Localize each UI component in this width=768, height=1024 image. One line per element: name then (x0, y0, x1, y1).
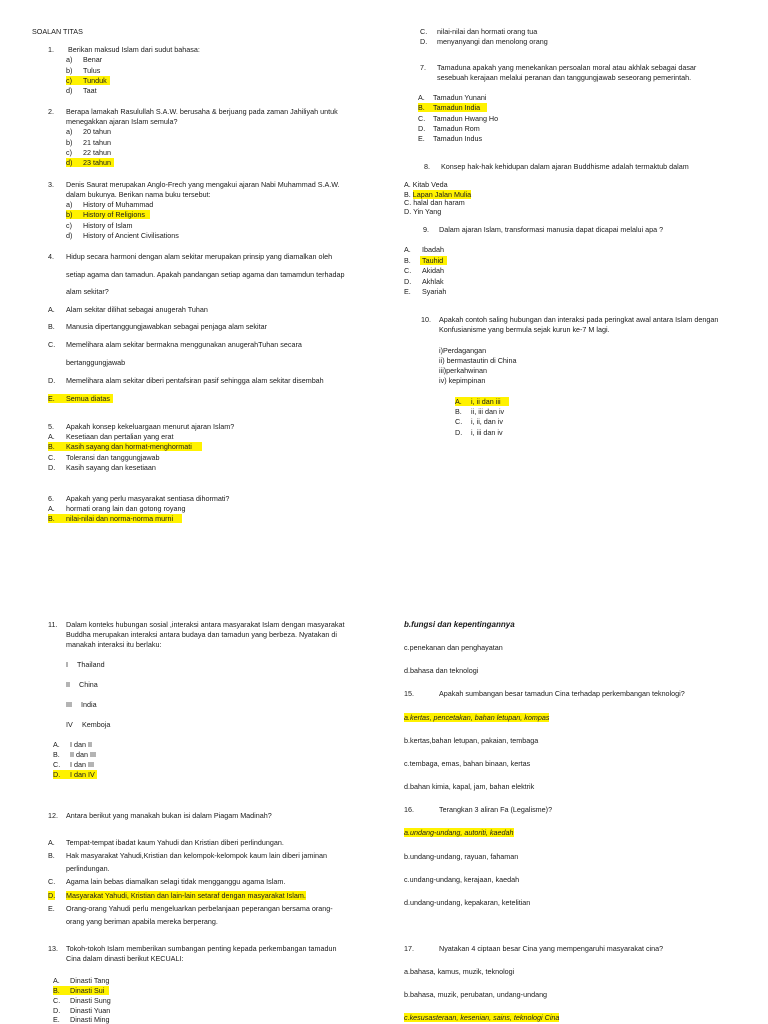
q15-opt-c: c.tembaga, emas, bahan binaan, kertas (404, 759, 531, 768)
q16-opt-d: d.undang-undang, kepakaran, ketelitian (404, 898, 531, 907)
q7-opt-d: Tamadun Rom (433, 124, 480, 133)
q11-opt-a-key: A. (53, 740, 60, 749)
q17-number: 17. (404, 944, 414, 953)
page-title: SOALAN TITAS (32, 27, 83, 36)
q16-opt-b: b.undang-undang, rayuan, fahaman (404, 852, 519, 861)
q4-opt-b-key: B. (48, 322, 55, 331)
q12-opt-c-key: C. (48, 877, 56, 886)
q4-line2: setiap agama dan tamadun. Apakah pandangan setiap agama dan tamamdun terhadap (66, 270, 345, 279)
q11-item-4-key: IV (66, 720, 73, 729)
q5-opt-a: Kesetiaan dan pertalian yang erat (66, 432, 174, 441)
q10-number: 10. (421, 315, 431, 324)
q16-number: 16. (404, 805, 414, 814)
q1-opt-c-answer: c) Tunduk (66, 76, 110, 85)
q7-opt-d-key: D. (418, 124, 426, 133)
q8-opt-d: D. Yin Yang (404, 207, 442, 216)
q5-opt-d-key: D. (48, 463, 56, 472)
q3-number: 3. (48, 180, 54, 189)
q9-opt-b-key: B. (404, 256, 411, 265)
q6-number: 6. (48, 494, 54, 503)
q15-opt-a-answer: a.kertas, pencetakan, bahan letupan, kompas (404, 713, 550, 722)
q17-opt-b: b.bahasa, muzik, perubatan, undang-undang (404, 990, 548, 999)
q6-opt-b-answer: B. nilai-nilai dan norma-norma murni (48, 514, 182, 523)
q2-opt-b-key: b) (66, 138, 73, 147)
q12-opt-d-key: D. (48, 891, 56, 900)
q7-opt-b-answer: B. Tamadun India (418, 103, 487, 112)
q12-opt-c: Agama lain bebas diamalkan selagi tidak mengganggu agama Islam. (66, 877, 286, 886)
q1-opt-a: Benar (83, 55, 103, 64)
q12-opt-b: Hak masyarakat Yahudi,Kristian dan kelompok-kelompok kaum lain diberi jaminan (66, 851, 328, 860)
q11-item-4: Kemboja (82, 720, 111, 729)
q11-item-2-key: II (66, 680, 70, 689)
q17-text: Nyatakan 4 ciptaan besar Cina yang mempengaruhi masyarakat cina? (439, 944, 664, 953)
q11-opt-b-key: B. (53, 750, 60, 759)
q3-opt-b-answer: b) History of Religions (66, 210, 150, 219)
q5-opt-a-key: A. (48, 432, 55, 441)
q13-opt-c: Dinasti Sung (70, 996, 111, 1005)
q4-opt-b: Manusia dipertanggungjawabkan sebagai penjaga alam sekitar (66, 322, 267, 331)
q8-number: 8. (424, 162, 430, 171)
q13-line1: Tokoh-tokoh Islam memberikan sumbangan penting kepada perkembangan tamadun (66, 944, 337, 953)
q9-opt-a: Ibadah (422, 245, 444, 254)
q3-opt-c-key: c) (66, 221, 72, 230)
q1-opt-a-key: a) (66, 55, 73, 64)
q7-opt-c-key: C. (418, 114, 426, 123)
q11-item-1-key: I (66, 660, 68, 669)
q7-opt-e: Tamadun Indus (433, 134, 483, 143)
q9-opt-c-key: C. (404, 266, 412, 275)
q12-opt-b-key: B. (48, 851, 55, 860)
q13-opt-a: Dinasti Tang (70, 976, 110, 985)
q12-opt-a-key: A. (48, 838, 55, 847)
q11-opt-c: I dan III (70, 760, 94, 769)
q4-opt-c: Memelihara alam sekitar bermakna menggunakan anugerahTuhan secara (66, 340, 302, 349)
q2-opt-a-key: a) (66, 127, 73, 136)
q6-text: Apakah yang perlu masyarakat sentiasa dihormati? (66, 494, 230, 503)
q12-opt-e-key: E. (48, 904, 55, 913)
q11-item-1: Thailand (77, 660, 105, 669)
q10-item-2: ii) bermastautin di China (439, 356, 517, 365)
q1-opt-d-key: d) (66, 86, 73, 95)
q7-opt-a-key: A. (418, 93, 425, 102)
q10-item-1: i)Perdagangan (439, 346, 487, 355)
q13-number: 13. (48, 944, 58, 953)
q1-text: Berikan maksud Islam dari sudut bahasa: (68, 45, 200, 54)
q10-opt-c-key: C. (455, 417, 463, 426)
q5-text: Apakah konsep kekeluargaan menurut ajaran Islam? (66, 422, 235, 431)
q11-number: 11. (48, 620, 58, 629)
q9-text: Dalam ajaran Islam, transformasi manusia dapat dicapai melalui apa ? (439, 225, 664, 234)
q10-item-3: iii)perkahwinan (439, 366, 487, 375)
q2-line1: Berapa lamakah Rasulullah S.A.W. berusaha & berjuang pada zaman Jahiliyah untuk (66, 107, 338, 116)
q4-opt-a: Alam sekitar dilihat sebagai anugerah Tuhan (66, 305, 208, 314)
q7-opt-a: Tamadun Yunani (433, 93, 487, 102)
q10-opt-b: ii, iii dan iv (471, 407, 505, 416)
q4-line3: alam sekitar? (66, 287, 109, 296)
q4-opt-d: Memelihara alam sekitar diberi pentafsiran pasif sehingga alam sekitar disembah (66, 376, 324, 385)
q12-opt-e: Orang-orang Yahudi perlu mengeluarkan perbelanjaan peperangan bersama orang- (66, 904, 333, 913)
q9-opt-d: Akhlak (422, 277, 444, 286)
q10-line1: Apakah contoh saling hubungan dan interaksi pada peringkat awal antara Islam dengan (439, 315, 719, 324)
q7-number: 7. (420, 63, 426, 72)
q9-opt-b-answer: Tauhid (420, 256, 447, 265)
q9-number: 9. (423, 225, 429, 234)
q4-line1: Hidup secara harmoni dengan alam sekitar merupakan prinsip yang diamalkan oleh (66, 252, 333, 261)
q5-opt-d: Kasih sayang dan kesetiaan (66, 463, 156, 472)
q11-opt-b: II dan III (70, 750, 96, 759)
q13-opt-b-answer: B. Dinasti Sui (53, 986, 109, 995)
q17-opt-c-answer: c.kesusasteraan, kesenian, sains, teknologi Cina (404, 1013, 560, 1022)
q8-opt-a: A. Kitab Veda (404, 180, 448, 189)
q15-opt-b: b.kertas,bahan letupan, pakaian, tembaga (404, 736, 539, 745)
q4-opt-c-key: C. (48, 340, 56, 349)
q11-item-3: India (81, 700, 97, 709)
q3-opt-a-key: a) (66, 200, 73, 209)
q14-opt-b: b.fungsi dan kepentingannya (404, 620, 515, 629)
q5-opt-c: Toleransi dan tanggungjawab (66, 453, 160, 462)
q17-opt-a: a.bahasa, kamus, muzik, teknologi (404, 967, 515, 976)
q13-opt-e: Dinasti Ming (70, 1015, 110, 1024)
q11-opt-c-key: C. (53, 760, 61, 769)
q9-opt-d-key: D. (404, 277, 412, 286)
q12-opt-a: Tempat-tempat ibadat kaum Yahudi dan Kristian diberi perlindungan. (66, 838, 284, 847)
q3-opt-d-key: d) (66, 231, 73, 240)
q2-number: 2. (48, 107, 54, 116)
q11-item-2: China (79, 680, 98, 689)
q10-line2: Konfusianisme yang bermula sejak kurun ke-7 M lagi. (439, 325, 610, 334)
q16-opt-c: c.undang-undang, kerajaan, kaedah (404, 875, 520, 884)
q13-line2: Cina dalam dinasti berikut KECUALI: (66, 954, 184, 963)
q4-opt-d-key: D. (48, 376, 56, 385)
q8-opt-b-answer: B. Lapan Jalan Mulia (404, 190, 472, 199)
q2-opt-c: 22 tahun (83, 148, 111, 157)
q12-opt-d-answer: Masyarakat Yahudi, Kristian dan lain-lain setaraf dengan masyarakat Islam. (66, 891, 306, 900)
q3-opt-a: History of Muhammad (83, 200, 154, 209)
q6-opt-c: nilai-nilai dan hormati orang tua (437, 27, 538, 36)
q9-opt-e-key: E. (404, 287, 411, 296)
q9-opt-c: Akidah (422, 266, 444, 275)
q1-opt-b: Tulus (83, 66, 101, 75)
q6-opt-a-key: A. (48, 504, 55, 513)
q15-text: Apakah sumbangan besar tamadun Cina terhadap perkembangan teknologi? (439, 689, 685, 698)
q3-line1: Denis Saurat merupakan Anglo-Frech yang mengakui ajaran Nabi Muhammad S.A.W. (66, 180, 340, 189)
q8-opt-c: C. halal dan haram (404, 198, 465, 207)
q5-opt-b-answer: B. Kasih sayang dan hormat-menghormati (48, 442, 202, 451)
q12-opt-e-cont: orang yang beriman apabila mereka berperang. (66, 917, 218, 926)
q16-text: Terangkan 3 aliran Fa (Legalisme)? (439, 805, 553, 814)
q11-line2: Buddha merupakan interaksi antara budaya dan tamadun yang berbeza. Nyatakan di (66, 630, 337, 639)
q10-opt-b-key: B. (455, 407, 462, 416)
q3-line2: dalam bukunya. Berikan nama buku tersebut: (66, 190, 211, 199)
q2-opt-a: 20 tahun (83, 127, 111, 136)
q1-opt-d: Taat (83, 86, 97, 95)
q7-line2: sesebuah kerajaan melalui peranan dan tanggungjawab seseorang pemerintah. (437, 73, 692, 82)
q12-number: 12. (48, 811, 58, 820)
q13-opt-e-key: E. (53, 1015, 60, 1024)
q7-opt-c: Tamadun Hwang Ho (433, 114, 499, 123)
q1-opt-b-key: b) (66, 66, 73, 75)
q7-opt-e-key: E. (418, 134, 425, 143)
q3-opt-d: History of Ancient Civilisations (83, 231, 179, 240)
q11-line1: Dalam konteks hubungan sosial ,interaksi antara masyarakat Islam dengan masyarakat (66, 620, 345, 629)
q5-opt-c-key: C. (48, 453, 56, 462)
q4-opt-e-answer: E. Semua diatas (48, 394, 113, 403)
q11-line3: manakah interaksi itu berlaku: (66, 640, 162, 649)
q1-number: 1. (48, 45, 54, 54)
q10-item-4: iv) kepimpinan (439, 376, 486, 385)
q8-text: Konsep hak-hak kehidupan dalam ajaran Buddhisme adalah termaktub dalam (441, 162, 689, 171)
q10-opt-a-answer: A. i, ii dan iii (455, 397, 509, 406)
q4-opt-c-cont: bertanggungjawab (66, 358, 126, 367)
q11-item-3-key: III (66, 700, 72, 709)
q13-opt-a-key: A. (53, 976, 60, 985)
q4-number: 4. (48, 252, 54, 261)
q11-opt-a: I dan II (70, 740, 92, 749)
q6-opt-d: menyanyangi dan menolong orang (437, 37, 548, 46)
q9-opt-a-key: A. (404, 245, 411, 254)
q12-text: Antara berikut yang manakah bukan isi dalam Piagam Madinah? (66, 811, 272, 820)
q2-opt-c-key: c) (66, 148, 72, 157)
q14-opt-d: d.bahasa dan teknologi (404, 666, 479, 675)
q15-opt-d: d.bahan kimia, kapal, jam, bahan elektrik (404, 782, 535, 791)
q2-opt-b: 21 tahun (83, 138, 111, 147)
q4-opt-a-key: A. (48, 305, 55, 314)
q13-opt-d: Dinasti Yuan (70, 1006, 111, 1015)
q16-opt-a-answer: a.undang-undang, autoriti, kaedah (404, 828, 514, 837)
q6-opt-d-key: D. (420, 37, 428, 46)
q3-opt-c: History of Islam (83, 221, 133, 230)
q9-opt-e: Syariah (422, 287, 447, 296)
q15-number: 15. (404, 689, 414, 698)
q14-opt-c: c.penekanan dan penghayatan (404, 643, 503, 652)
q2-line2: menegakkan ajaran Islam semula? (66, 117, 178, 126)
q6-opt-c-key: C. (420, 27, 428, 36)
q11-opt-d-answer: D. I dan IV (53, 770, 97, 779)
q12-opt-b-cont: perlindungan. (66, 864, 110, 873)
q10-opt-d: i, iii dan iv (471, 428, 503, 437)
q6-opt-a: hormati orang lain dan gotong royang (66, 504, 186, 513)
q13-opt-d-key: D. (53, 1006, 61, 1015)
q5-number: 5. (48, 422, 54, 431)
q2-opt-d-answer: d) 23 tahun (66, 158, 114, 167)
q13-opt-c-key: C. (53, 996, 61, 1005)
q7-line1: Tamaduna apakah yang menekankan persoalan moral atau akhlak sebagai dasar (437, 63, 697, 72)
q10-opt-d-key: D. (455, 428, 463, 437)
q10-opt-c: i, ii, dan iv (471, 417, 503, 426)
